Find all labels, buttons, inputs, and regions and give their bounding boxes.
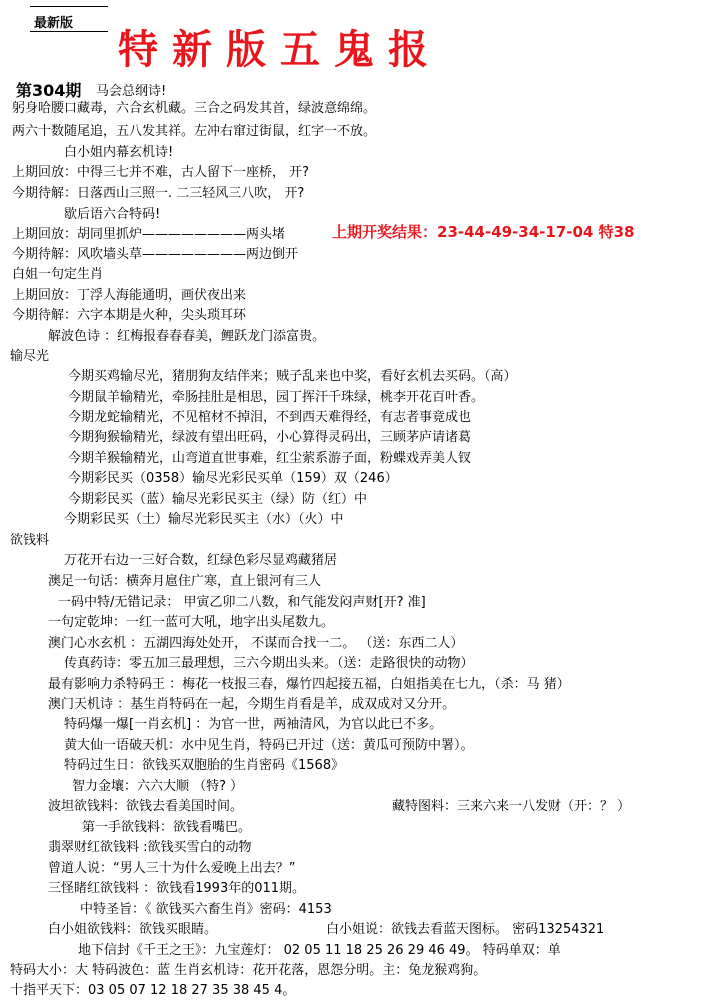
text-line: 波坦欲钱料：欲钱去看美国时间。 <box>48 799 244 814</box>
text-line: 黄大仙一语破天机：水中见生肖，特码已开过（送：黄瓜可预防中署）。 <box>64 738 474 753</box>
text-line: 上期回放：胡同里抓炉————————两头堵 <box>12 227 286 242</box>
text-line: 今期彩民买（土）输尽光彩民买主（水）（火）中 <box>64 512 344 527</box>
text-line: 今期待解：风吹墙头草————————两边倒开 <box>12 247 299 262</box>
text-line: 万花开右边一三好合数，红绿色彩尽显鸡藏猪居 <box>64 553 338 568</box>
last-draw-result: 上期开奖结果：23-44-49-34-17-04 特38 <box>332 223 635 241</box>
text-line: 歇后语六合特码! <box>64 207 161 222</box>
text-line: 躬身哈腰口藏毒，六合玄机藏。三合之码发其首，绿波意绵绵。 <box>12 101 377 116</box>
text-line: 今期彩民买（蓝）输尽光彩民买主（绿）防（红）中 <box>68 492 368 507</box>
text-line: 特码过生日：欲钱买双胞胎的生肖密码《1568》 <box>64 758 345 773</box>
issue-poem-title: 马会总纲诗! <box>96 84 167 99</box>
text-line: 一句定乾坤：一红一蓝可大吼，地字出头尾数九。 <box>48 615 335 630</box>
text-line: 今期彩民买（0358）输尽光彩民买单（159）双（246） <box>68 471 398 486</box>
text-line: 翡翠财红欲钱料 :欲钱买雪白的动物 <box>48 840 252 855</box>
text-line: 最有影响力杀特码王 ：梅花一枝报三春，爆竹四起接五福，白姐指美在七九，（杀：马 猪） <box>48 677 570 692</box>
text-line: 智力金壤：六六大顺 （特? ） <box>72 779 244 794</box>
text-line: 第一手欲钱料：欲钱看嘴巴。 <box>82 820 252 835</box>
text-line: 藏特图料：三来六来一八发财（开：？ ） <box>392 799 631 814</box>
section-heading: 输尽光 <box>10 349 50 364</box>
text-line: 上期回放：中得三七并不难，古人留下一座桥， 开? <box>12 165 310 180</box>
text-line: 白小姐说：欲钱去看蓝天图标。 密码13254321 <box>326 922 605 937</box>
text-line: 今期买鸡输尽光，猪朋狗友结伴来；贼子乱来也中奖，看好玄机去买码。（高） <box>68 369 517 384</box>
text-line: 白姐一句定生肖 <box>12 267 104 282</box>
text-line: 白小姐欲钱料：欲钱买眼睛。 <box>48 922 218 937</box>
text-line: 传真药诗：零五加三最理想，三六今期出头来。（送：走路很快的动物） <box>64 656 474 671</box>
text-line: 中特圣旨：《 欲钱买六畜生肖》密码：4153 <box>80 902 332 917</box>
text-line: 解波色诗 ：红梅报春春春美，鲤跃龙门添富贵。 <box>48 329 326 344</box>
text-line: 今期狗猴输精光，绿波有望出旺码，小心算得灵码出，三顾茅庐请诸葛 <box>68 430 472 445</box>
edition-top-rule <box>30 6 108 7</box>
edition-bottom-rule <box>30 31 108 32</box>
text-line: 特码爆一爆[一肖玄机] ：为官一世，两袖清风，为官以此已不多。 <box>64 717 443 732</box>
text-line: 一码中特/无错记录： 甲寅乙卯二八数，和气能发闷声财[开? 准] <box>58 595 426 610</box>
text-line: 地下信封《千王之王》：九宝莲灯： 02 05 11 18 25 26 29 46 49。 特码单双：单 <box>78 943 561 958</box>
text-line: 三怪睹红欲钱料 ：欲钱看1993年的011期。 <box>48 881 306 896</box>
text-line: 特码大小：大 特码波色：蓝 生肖玄机诗：花开花落，恩怨分明。主：兔龙猴鸡狗。 <box>10 963 487 978</box>
text-line: 今期鼠羊输精光，牵肠挂肚是相思，园丁挥汗千珠绿，桃李开花百叶香。 <box>68 390 485 405</box>
text-line: 今期龙蛇输精光，不见棺材不掉泪，不到西天难得经，有志者事竟成也 <box>68 410 472 425</box>
text-line: 两六十数随尾追，五八发其祥。左冲右窜过街鼠，红字一不放。 <box>12 124 377 139</box>
section-heading: 欲钱料 <box>10 533 50 548</box>
text-line: 今期羊猴输精光，山弯道直世事难，红尘萦系游子面，粉蝶戏弄美人钗 <box>68 451 472 466</box>
text-line: 白小姐内幕玄机诗! <box>64 145 174 160</box>
text-line: 十指平天下：03 05 07 12 18 27 35 38 45 4。 <box>10 983 296 998</box>
text-line: 澳门天机诗 ：基生肖特码在一起，今期生肖看是羊，成双成对又分开。 <box>48 697 456 712</box>
page-title: 特新版五鬼报 <box>118 26 442 73</box>
issue-number: 第304期 <box>16 81 82 100</box>
text-line: 今期待解：六字本期是火种，尖头琐耳环 <box>12 308 247 323</box>
text-line: 上期回放：丁浮人海能通明，画伏夜出来 <box>12 288 247 303</box>
text-line: 今期待解：日落西山三照一. 二三轻风三八吹， 开? <box>12 186 305 201</box>
text-line: 澳足一句话：横奔月扈住广寒，直上银河有三人 <box>48 574 322 589</box>
text-line: 曾道人说：“男人三十为什么爱晚上出去？” <box>48 861 296 876</box>
text-line: 澳门心水玄机 ：五湖四海处处开， 不谋而合找一二。 （送：东西二人） <box>48 636 464 651</box>
edition-label: 最新版 <box>34 16 74 31</box>
